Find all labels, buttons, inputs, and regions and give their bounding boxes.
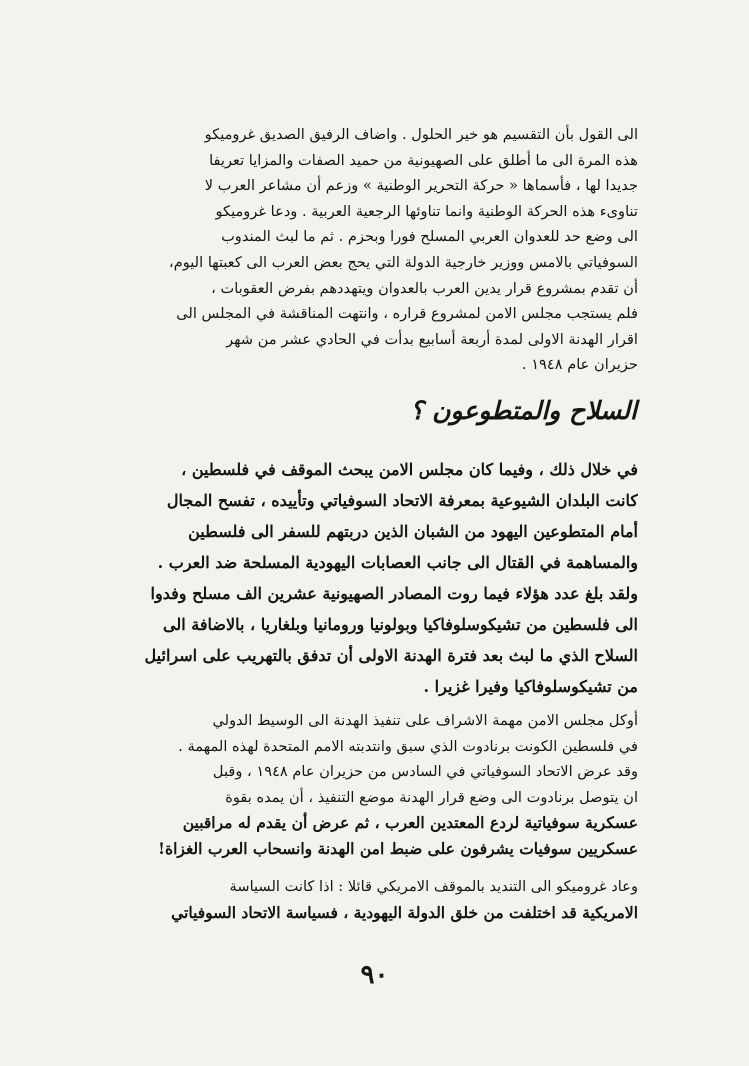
text-line: الى وضع حد للعدوان العربي المسلح فورا وبحزم . ثم ما لبث المندوب [221,228,638,246]
text-line: هذه المرة الى ما أطلق على الصهيونية من حميد الصفات والمزايا تعريفا [209,151,638,169]
text-line: وعاد غروميكو الى التنديد بالموقف الامريكي قائلا : اذا كانت السياسة [229,878,638,895]
text-line: الامريكية قد اختلفت من خلق الدولة اليهودية ، فسياسة الاتحاد السوفياتي [171,902,638,922]
text-line: أمام المتطوعين اليهود من الشبان الذين دربتهم للسفر الى فلسطين [188,522,638,541]
paragraph-2 [128,454,638,702]
text-line: اقرار الهدنة الاولى لمدة أربعة أسابيع بدأت في الحادي عشر من شهر [226,330,638,348]
paragraph-1 [128,122,638,378]
text-line: عسكرية سوفياتية لردع المعتدين العرب ، ثم عرض أن يقدم له مراقبين [182,813,638,833]
text-line: السوفياتي بالامس ووزير خارجية الدولة التي يحج بعض العرب الى كعبتها اليوم، [168,253,638,271]
text-line: ولقد بلغ عدد هؤلاء فيما روت المصادر الصهيونية عشرين الف مسلح وفدوا [150,584,638,603]
text-line: أوكل مجلس الامن مهمة الاشراف على تنفيذ الهدنة الى الوسيط الدولي [212,712,638,729]
text-line: ان يتوصل برنادوت الى وضع قرار الهدنة موضع التنفيذ ، أن يمده بقوة [225,788,638,806]
text-line: من تشيكوسلوفاكيا وفيرا غزيرا . [423,677,638,696]
text-line: حزيران عام ١٩٤٨ . [521,356,638,374]
text-line: عسكريين سوفيات يشرفون على ضبط امن الهدنة وانسحاب العرب الغزاة! [158,838,638,858]
text-line: فلم يستجب مجلس الامن لمشروع قراره ، وانتهت المناقشة في المجلس الى [176,305,638,323]
text-line: كانت البلدان الشيوعية بمعرفة الاتحاد السوفياتي وتأييده ، تفسح المجال [166,491,638,510]
text-line: أن تقدم بمشروع قرار يدين العرب بالعدوان ويتهددهم بفرض العقوبات ، [211,279,638,297]
text-line: والمساهمة في القتال الى جانب العصابات اليهودية المسلحة ضد العرب . [157,553,638,572]
text-line: السلاح الذي ما لبث بعد فترة الهدنة الاولى أن تدفق بالتهريب على اسرائيل [144,646,638,665]
text-line: في فلسطين الكونت برنادوت الذي سبق وانتدبته الامم المتحدة لهذه المهمة . [178,737,638,755]
text-line: الى القول بأن التقسيم هو خير الحلول . واضاف الرفيق الصديق غروميكو [204,126,638,143]
section-heading: السلاح والمتطوعون ؟ [410,396,637,425]
text-line: وقد عرض الاتحاد السوفياتي في السادس من حزيران عام ١٩٤٨ ، وقبل [212,763,638,781]
text-line: في خلال ذلك ، وفيما كان مجلس الامن يبحث الموقف في فلسطين ، [181,460,638,479]
paragraph-4 [128,874,638,925]
text-line: الى فلسطين من تشيكوسلوفاكيا وبولونيا ورومانيا وبلغاريا ، بالاضافة الى [163,615,638,634]
text-line: تناوىء هذه الحركة الوطنية وانما تناوئها الرجعية العربية . ودعا غروميكو [215,202,638,220]
page-number: ٩٠ [360,960,389,990]
paragraph-3 [128,708,638,862]
text-line: جديدا لها ، فأسماها « حركة التحرير الوطنية » وزعم أن مشاعر العرب لا [204,177,638,195]
